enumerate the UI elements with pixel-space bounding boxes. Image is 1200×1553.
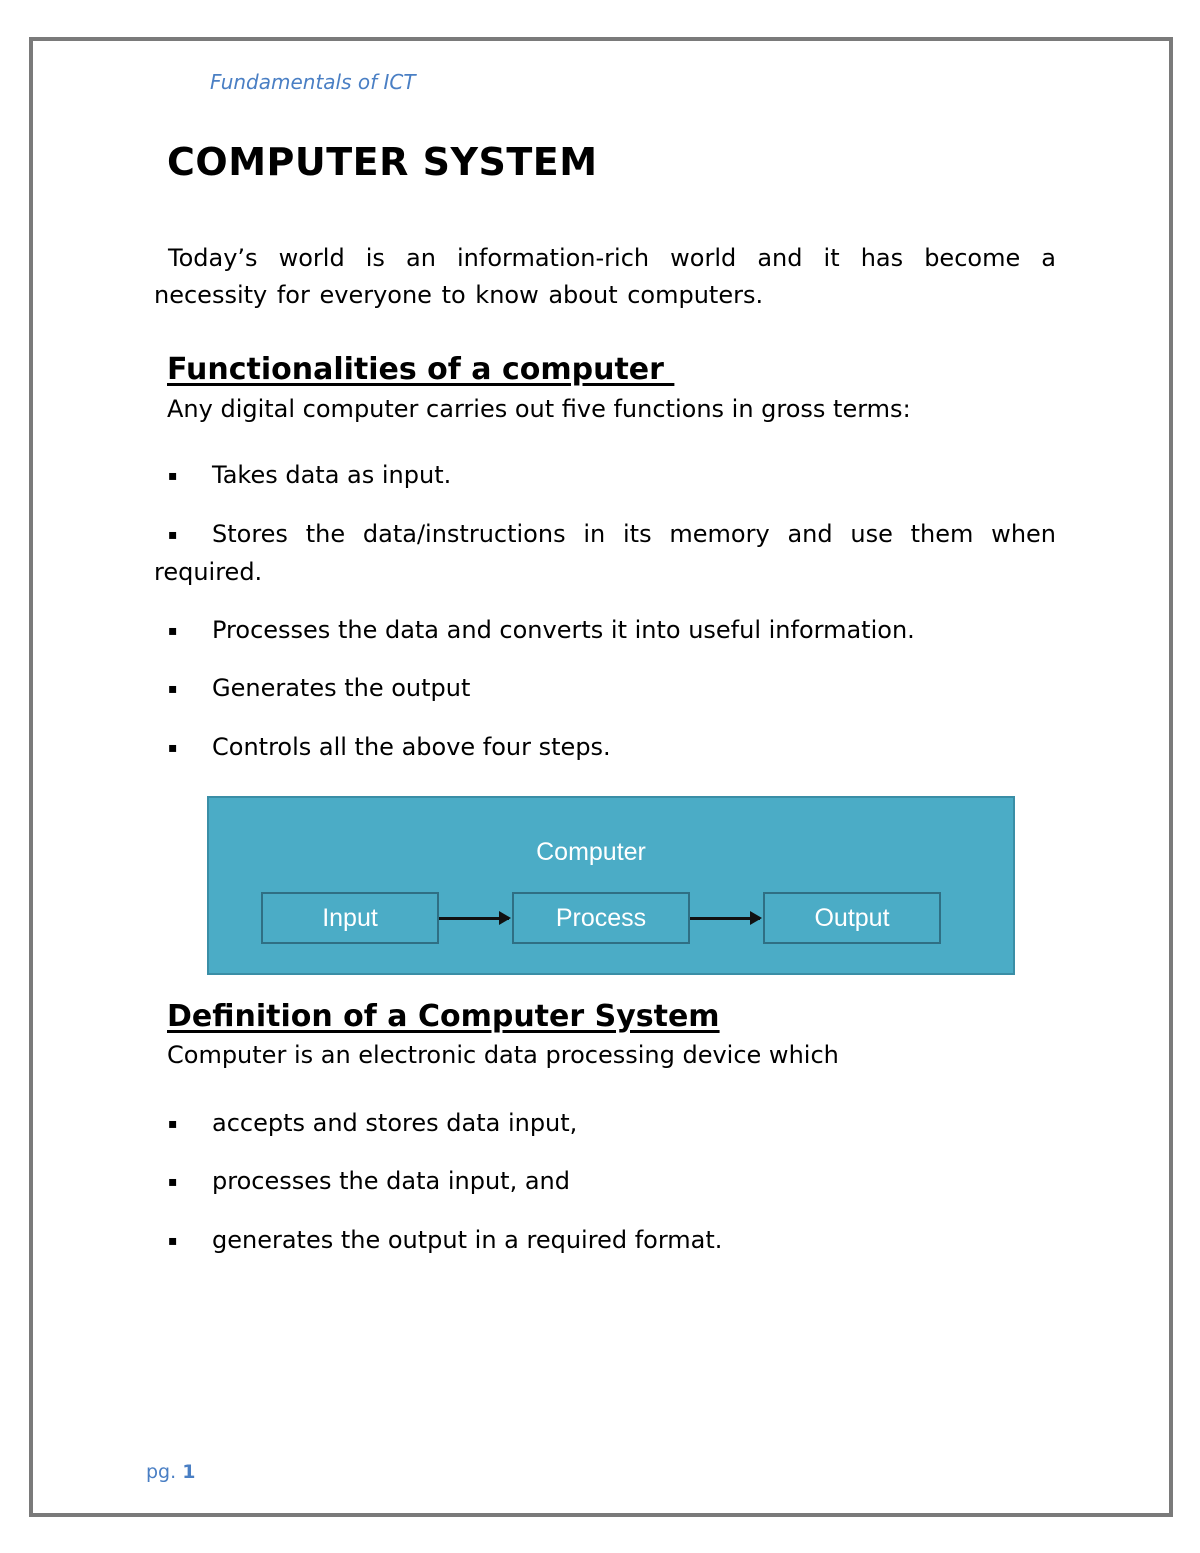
list-item: ▪ accepts and stores data input, bbox=[154, 1105, 1056, 1143]
diagram-title: Computer bbox=[536, 838, 646, 866]
diagram-box-process: Process bbox=[512, 892, 690, 944]
bullet-icon: ▪ bbox=[168, 526, 178, 543]
bullet-icon: ▪ bbox=[168, 739, 178, 756]
section-heading-definition: Definition of a Computer System bbox=[167, 999, 720, 1034]
list-item: ▪ generates the output in a required format. bbox=[154, 1222, 1056, 1260]
bullet-icon: ▪ bbox=[168, 1115, 178, 1132]
bullet-icon: ▪ bbox=[168, 1173, 178, 1190]
list-item: ▪ Controls all the above four steps. bbox=[154, 729, 1056, 767]
arrow-right-icon bbox=[439, 917, 509, 920]
section-lead-functionalities: Any digital computer carries out five functions in gross terms: bbox=[167, 395, 911, 423]
list-item: ▪ Processes the data and converts it into useful information. bbox=[154, 612, 1056, 650]
section-lead-definition: Computer is an electronic data processing device which bbox=[167, 1041, 839, 1069]
bullet-icon: ▪ bbox=[168, 622, 178, 639]
section-heading-functionalities: Functionalities of a computer bbox=[167, 352, 675, 387]
page-number: pg. 1 bbox=[146, 1461, 196, 1483]
list-item: ▪ Takes data as input. bbox=[154, 457, 1056, 495]
running-header: Fundamentals of ICT bbox=[210, 70, 416, 94]
bullet-icon: ▪ bbox=[168, 467, 178, 484]
computer-diagram bbox=[207, 796, 1015, 975]
list-item: ▪ processes the data input, and bbox=[154, 1163, 1056, 1201]
diagram-box-output: Output bbox=[763, 892, 941, 944]
list-item: ▪ Stores the data/instructions in its memory and use them when required. bbox=[154, 516, 1056, 591]
bullet-icon: ▪ bbox=[168, 1232, 178, 1249]
list-item: ▪ Generates the output bbox=[154, 670, 1056, 708]
intro-paragraph: Today’s world is an information-rich world and it has become a necessity for everyone to know about computers. bbox=[154, 244, 1056, 309]
bullet-icon: ▪ bbox=[168, 680, 178, 697]
arrow-right-icon bbox=[690, 917, 760, 920]
page-title: COMPUTER SYSTEM bbox=[167, 140, 598, 184]
diagram-box-input: Input bbox=[261, 892, 439, 944]
